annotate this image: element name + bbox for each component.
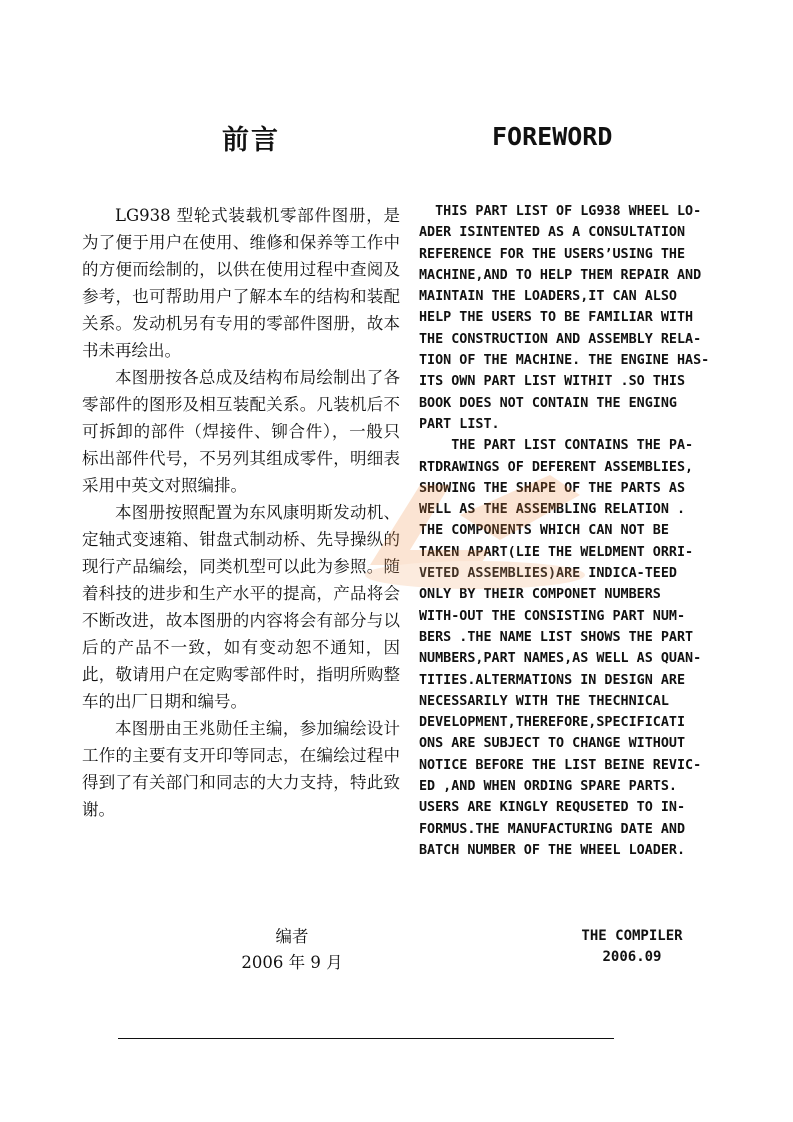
cn-paragraph: 本图册由王兆勋任主编，参加编绘设计工作的主要有支开印等同志，在编绘过程中得到了有关部门和同志的大力支持，特此致谢。 <box>82 719 400 819</box>
en-text-line: HELP THE USERS TO BE FAMILIAR WITH <box>419 310 694 326</box>
compiler-label-en: THE COMPILER <box>581 928 683 944</box>
cn-paragraph: 本图册按各总成及结构布局绘制出了各零部件的图形及相互装配关系。凡装机后不可拆卸的部件（焊接件、铆合件），一般只标出部件代号，不另列其组成零件，明细表采用中英文对照编排。 <box>82 368 400 495</box>
en-text-line: THIS PART LIST OF LG938 WHEEL LO- <box>419 204 702 219</box>
en-text-line: DEVELOPMENT,THEREFORE,SPECIFICATI <box>419 715 686 731</box>
compile-date-en: 2006.09 <box>602 949 662 965</box>
en-text-line: WELL AS THE ASSEMBLING RELATION . <box>419 502 686 518</box>
en-text-line: WITH-OUT THE CONSISTING PART NUM- <box>419 608 686 624</box>
en-text-line: ONLY BY THEIR COMPONET NUMBERS <box>419 587 661 603</box>
en-text-line: BOOK DOES NOT CONTAIN THE ENGING <box>419 395 677 411</box>
en-text-line: TION OF THE MACHINE. THE ENGINE HAS- <box>419 353 710 369</box>
en-text-line: SHOWING THE SHAPE OF THE PARTS AS <box>419 480 686 496</box>
en-text-line: THE COMPONENTS WHICH CAN NOT BE <box>419 523 669 539</box>
en-text-line: ITS OWN PART LIST WITHIT .SO THIS <box>419 374 686 390</box>
en-text-line: RTDRAWINGS OF DEFERENT ASSEMBLIES, <box>419 459 694 475</box>
en-text-line: NECESSARILY WITH THE THECHNICAL <box>419 693 669 709</box>
en-text-line: REFERENCE FOR THE USERS’USING THE <box>419 246 686 262</box>
compiler-label-cn: 编者 <box>275 927 309 946</box>
en-text-line: TITIES.ALTERMATIONS IN DESIGN ARE <box>419 672 686 688</box>
en-text-line: MACHINE,AND TO HELP THEM REPAIR AND <box>419 267 702 283</box>
en-text-line: FORMUS.THE MANUFACTURING DATE AND <box>419 821 686 837</box>
title-english: FOREWORD <box>492 122 613 151</box>
en-text-line: ADER ISINTENTED AS A CONSULTATION <box>419 225 686 241</box>
en-text-line: THE PART LIST CONTAINS THE PA- <box>419 438 694 454</box>
en-text-line: ONS ARE SUBJECT TO CHANGE WITHOUT <box>419 736 686 752</box>
cn-paragraph: 本图册按照配置为东风康明斯发动机、定轴式变速箱、钳盘式制动桥、先导操纵的现行产品编绘，同类机型可以此为参照。随着科技的进步和生产水平的提高，产品将会不断改进，故本图册的内容将会有部分与以后的产品不一致，如有变动恕不通知，因此，敬请用户在定购零部件时，指明所购整车的出厂日期和编号。 <box>82 503 400 711</box>
title-chinese: 前言 <box>222 125 280 156</box>
en-text-line: BATCH NUMBER OF THE WHEEL LOADER. <box>419 842 686 858</box>
en-text-line: MAINTAIN THE LOADERS,IT CAN ALSO <box>419 289 677 305</box>
en-text-line: PART LIST. <box>419 416 500 432</box>
en-text-line: NOTICE BEFORE THE LIST BEINE REVIC- <box>419 757 702 773</box>
en-text-line: THE CONSTRUCTION AND ASSEMBLY RELA- <box>419 331 702 347</box>
en-text-line: VETED ASSEMBLIES)ARE INDICA-TEED <box>419 566 677 582</box>
en-text-line: NUMBERS,PART NAMES,AS WELL AS QUAN- <box>419 651 702 667</box>
en-text-line: ED ,AND WHEN ORDING SPARE PARTS. <box>419 779 677 795</box>
en-text-line: TAKEN APART(LIE THE WELDMENT ORRI- <box>419 544 694 560</box>
english-foreword-body <box>419 201 733 861</box>
chinese-signature <box>240 924 344 976</box>
compile-date-cn: 2006 年 9 月 <box>241 953 343 972</box>
en-text-line: BERS .THE NAME LIST SHOWS THE PART <box>419 629 694 645</box>
footer-divider <box>118 1038 614 1039</box>
chinese-foreword-body <box>82 202 400 823</box>
en-text-line: USERS ARE KINGLY REQUSETED TO IN- <box>419 800 686 816</box>
cn-paragraph: LG938 型轮式装载机零部件图册，是为了便于用户在使用、维修和保养等工作中的方便而绘制的，以供在使用过程中查阅及参考，也可帮助用户了解本车的结构和装配关系。发动机另有专用的零部件图册，故本书未再绘出。 <box>82 206 400 360</box>
english-signature <box>574 926 690 968</box>
